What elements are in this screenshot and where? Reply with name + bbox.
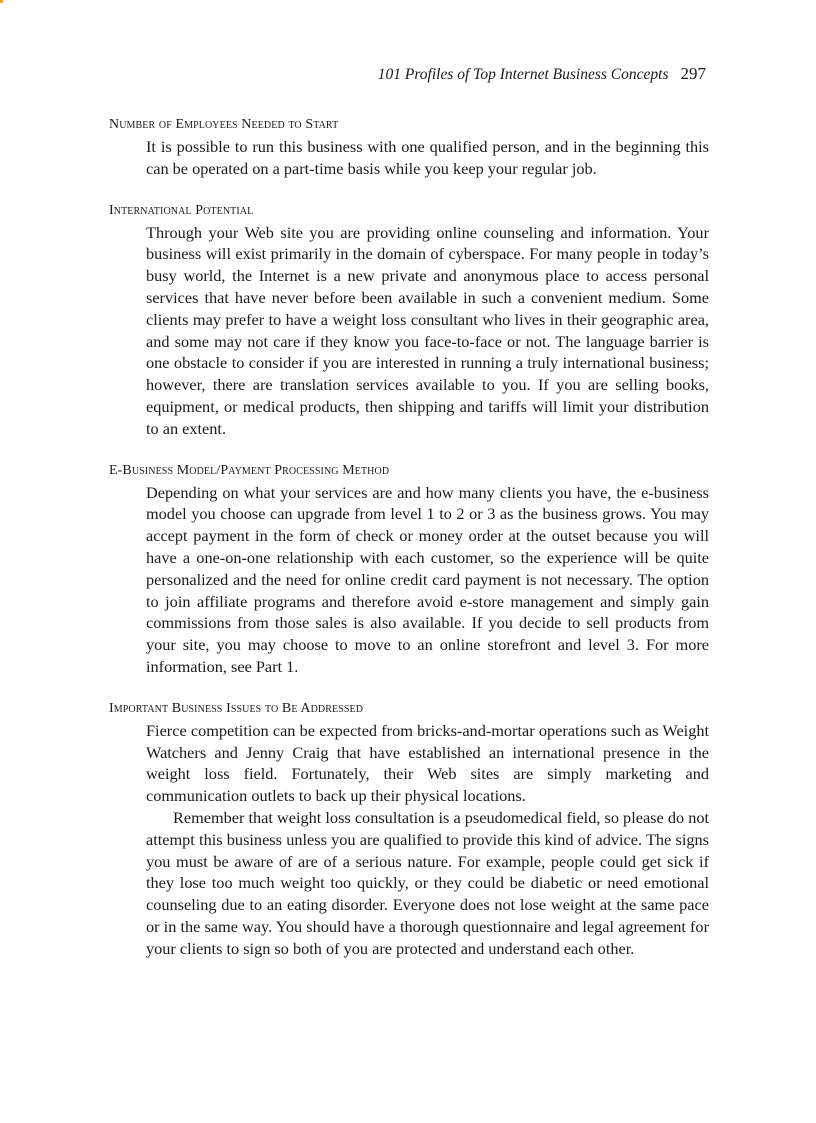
section-paragraph: It is possible to run this business with one qualified person, and in the beginning this can be operated on a part-time basis while you keep your regular job. [146,137,709,178]
section-paragraph: Depending on what your services are and how many clients you have, the e-business model you choose can upgrade from level 1 to 2 or 3 as the business grows. You may accept payment in the form of check or money order at the outset because you will have a one-on-one relationship with each customer, so the experience will be quite personalized and the need for online credit card payment is not necessary. The option to join affiliate programs and therefore avoid e-store management and simply gain commissions from those sales is also available. If you decide to sell products from your site, you may choose to move to an online storefront and level 3. For more information, see Part 1. [146,482,709,676]
book-title: 101 Profiles of Top Internet Business Concepts [377,66,669,83]
section-heading: E-Business Model/Payment Processing Method [109,462,390,478]
page-number: 297 [680,64,706,83]
section-international-potential [109,202,709,440]
section-employees [109,116,709,180]
page-body [109,116,709,982]
section-paragraph: Fierce competition can be expected from bricks-and-mortar operations such as Weight Watchers and Jenny Craig that have established an international presence in the weight loss field. Fortunately, their Web sites are simply marketing and communication outlets to back up their physical locations. [146,720,709,806]
section-heading: Number of Employees Needed to Start [109,117,339,132]
section-paragraph: Through your Web site you are providing online counseling and information. Your business will exist primarily in the domain of cyberspace. For many people in today’s busy world, the Internet is a new private and anonymous place to access personal services that have never before been available in such a convenient medium. Some clients may prefer to have a weight loss consultant who lives in their geographic area, and some may not care if they know you face-to-face or not. The language barrier is one obstacle to consider if you are interested in running a truly international business; however, there are translation services available to you. If you are selling books, equipment, or medical products, then shipping and tariffs will limit your distribution to an extent. [146,222,709,438]
section-paragraph: Remember that weight loss consultation is a pseudomedical field, so please do not attempt this business unless you are qualified to provide this kind of advice. The signs you must be aware of are of a serious nature. For example, people could get sick if they lose too much weight too quickly, or they could be diabetic or need emotional counseling due to an eating disorder. Everyone does not lose weight at the same pace or in the same way. You should have a thorough questionnaire and legal agreement for your clients to sign so both of you are protected and understand each other. [146,807,709,958]
running-head [378,64,706,84]
section-heading: Important Business Issues to Be Addressed [109,700,364,716]
section-heading: International Potential [109,202,254,218]
section-ebusiness-model [109,462,709,678]
scan-corner-mark [0,0,3,3]
section-business-issues [109,700,709,960]
